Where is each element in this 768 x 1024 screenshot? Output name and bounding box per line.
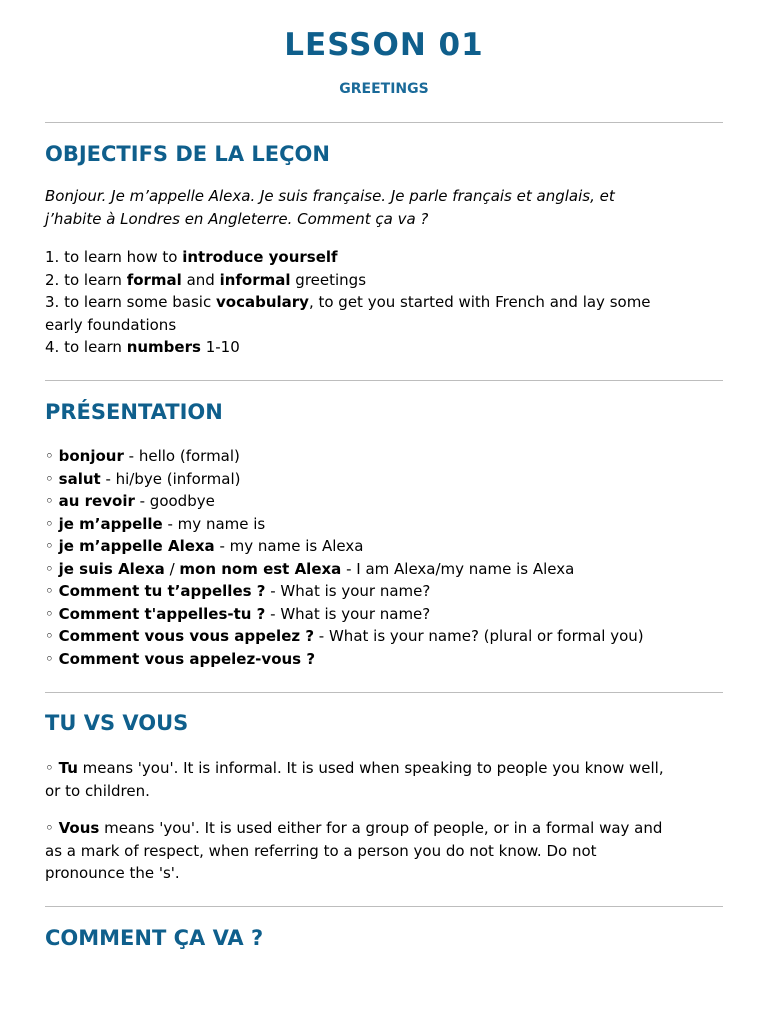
- objectives-heading: OBJECTIFS DE LA LEÇON: [45, 142, 330, 166]
- tu-paragraph: ◦ Tu means 'you'. It is informal. It is used when speaking to people you know well, or to children.: [45, 759, 664, 800]
- list-item-continuation: early foundations: [45, 315, 177, 334]
- vocab-item: ◦ Comment t'appelles-tu ? - What is your name?: [45, 604, 431, 623]
- intro-line: j’habite à Londres en Angleterre. Comment ça va ?: [45, 209, 429, 228]
- vocab-item: ◦ au revoir - goodbye: [45, 492, 215, 510]
- divider: [45, 380, 723, 381]
- vocab-item: ◦ je suis Alexa / mon nom est Alexa - I am Alexa/my name is Alexa: [45, 559, 575, 578]
- objectives-intro: [45, 185, 735, 230]
- list-item: 3. to learn some basic vocabulary, to get you started with French and lay some: [45, 293, 651, 311]
- vocab-item: ◦ je m’appelle Alexa - my name is Alexa: [45, 537, 364, 555]
- divider: [45, 906, 723, 907]
- vocab-item: ◦ Comment vous vous appelez ? - What is your name? (plural or formal you): [45, 627, 644, 645]
- list-item: 4. to learn numbers 1-10: [45, 338, 240, 356]
- divider: [45, 122, 723, 123]
- comment-ca-va-heading: COMMENT ÇA VA ?: [45, 926, 264, 950]
- intro-line: Bonjour. Je m’appelle Alexa. Je suis française. Je parle français et anglais, et: [45, 187, 615, 205]
- vocab-list: [45, 445, 735, 670]
- objectives-list: [45, 246, 735, 359]
- list-item: 2. to learn formal and informal greetings: [45, 270, 367, 289]
- vocab-item: ◦ je m’appelle - my name is: [45, 514, 266, 533]
- tu-vous-heading: TU VS VOUS: [45, 711, 189, 735]
- page-subtitle: GREETINGS: [339, 81, 429, 97]
- presentation-heading: PRÉSENTATION: [45, 400, 223, 424]
- vocab-item: ◦ Comment vous appelez-vous ?: [45, 649, 316, 668]
- vocab-item: ◦ salut - hi/bye (informal): [45, 469, 241, 488]
- vocab-item: ◦ Comment tu t’appelles ? - What is your name?: [45, 582, 431, 600]
- vous-paragraph: ◦ Vous means 'you'. It is used either for a group of people, or in a formal way and as a mark of respect, when referring to a person you do not know. Do not pronounce the 's'.: [45, 819, 663, 882]
- page-title: LESSON 01: [284, 27, 484, 63]
- list-item: 1. to learn how to introduce yourself: [45, 248, 338, 266]
- divider: [45, 692, 723, 693]
- vocab-item: ◦ bonjour - hello (formal): [45, 447, 240, 465]
